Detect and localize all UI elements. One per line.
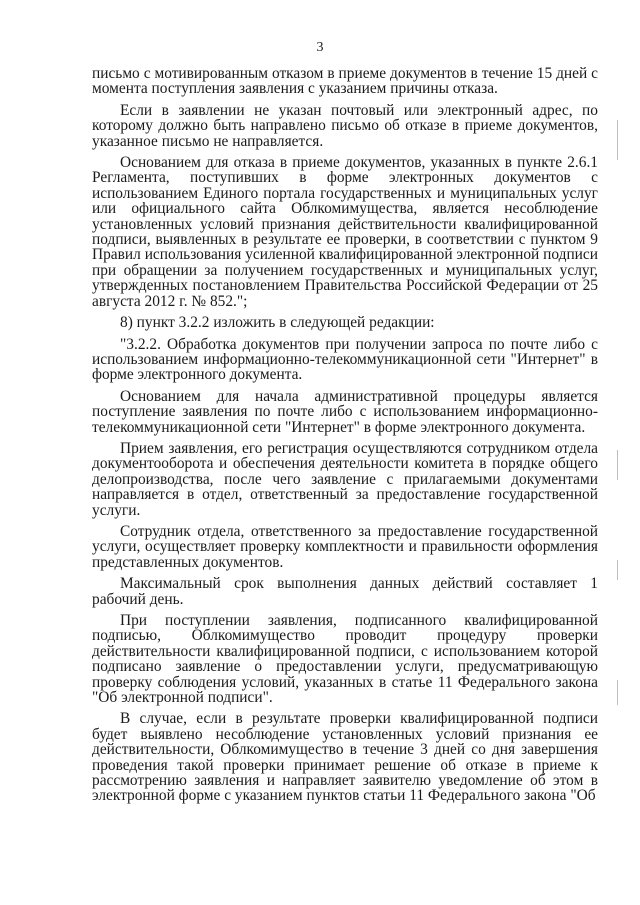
- paragraph-registration: Прием заявления, его регистрация осуществляются сотрудником отдела документооборота и обеспечения деятельности комитета в порядке общего делопроизводства, после чего заявление с прилагаемыми документами направляется в отдел, ответственный за предоставление государственной услуги.: [92, 439, 598, 519]
- paragraph-max-term: Максимальный срок выполнения данных действий составляет 1 рабочий день.: [92, 575, 598, 608]
- paragraph-completeness-check: Сотрудник отдела, ответственного за предоставление государственной услуги, осуществляет проверку комплектности и правильности оформления представленных документов.: [92, 522, 598, 571]
- paragraph-refusal-letter: письмо с мотивированным отказом в приеме документов в течение 15 дней с момента поступления заявления с указанием причины отказа.: [92, 65, 598, 98]
- paragraph-signature-check: При поступлении заявления, подписанного квалифицированной подписью, Облкомимущество проводит процедуру проверки действительности квалифицированной подписи, с использованием которой подписано заявление о предоставлении услуги, предусматривающую проверку соблюдения условий, указанных в статье 11 Федерального закона "Об электронной подписи".: [92, 612, 598, 707]
- paragraph-item-8: 8) пункт 3.2.2 изложить в следующей редакции:: [120, 314, 435, 332]
- paragraph-section-3-2-2: "3.2.2. Обработка документов при получении запроса по почте либо с использованием информационно-телекоммуникационной сети "Интернет" в форме электронного документа.: [92, 335, 598, 384]
- paragraph-signature-failure: В случае, если в результате проверки квалифицированной подписи будет выявлено несоблюдение установленных условий признания ее действительности, Облкомимущество в течение 3 дней со дня завершения проведения такой проверки принимает решение об отказе в приеме к рассмотрению заявления и направляет заявителю уведомление об этом в электронной форме с указанием пунктов статьи 11 Федерального закона "Об: [92, 710, 598, 805]
- scan-edge-mark: [617, 560, 618, 580]
- document-body: [92, 66, 598, 810]
- paragraph-procedure-basis: Основанием для начала административной процедуры является поступление заявления по почте либо с использованием информационно-телекоммуникационной сети "Интернет" в форме электронного документа.: [92, 387, 598, 436]
- scan-edge-mark: [617, 120, 618, 160]
- paragraph-no-address: Если в заявлении не указан почтовый или электронный адрес, по которому должно быть направлено письмо об отказе в приеме документов, указанное письмо не направляется.: [92, 101, 598, 150]
- page-number: 3: [316, 40, 324, 55]
- paragraph-refusal-grounds: Основанием для отказа в приеме документов, указанных в пункте 2.6.1 Регламента, поступивших в форме электронных документов с использованием Единого портала государственных и муниципальных услуг или официального сайта Облкомимущества, является несоблюдение установленных условий признания действительности квалифицированной подписи, выявленных в результате ее проверки, в соответствии с пунктом 9 Правил использования усиленной квалифицированной электронной подписи при обращении за получением государственных и муниципальных услуг, утвержденных постановлением Правительства Российской Федерации от 25 августа 2012 г. № 852.";: [92, 154, 598, 310]
- scan-edge-mark: [617, 450, 618, 480]
- scan-edge-mark: [617, 680, 618, 705]
